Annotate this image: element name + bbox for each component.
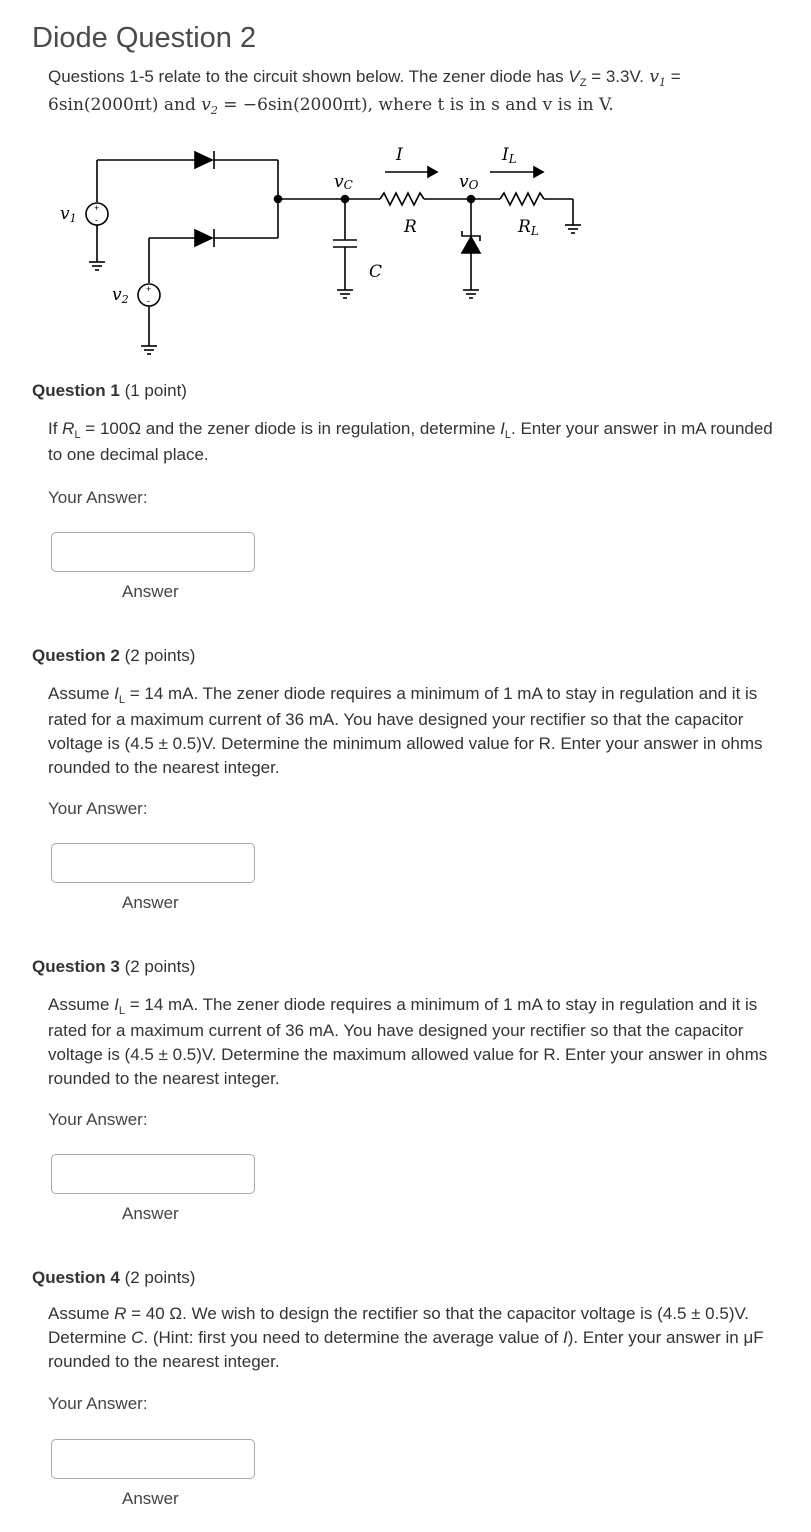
label-current-il: IL (502, 145, 517, 166)
answer-caption: Answer (122, 893, 179, 912)
node-dot (275, 196, 282, 203)
question-2-body: Assume $I_L = 14$ mA. The zener diode requires a minimum of 1 mA to stay in regulation and it is rated for a maximum current of 36 mA. You have designed your rectifier so that the capacitor voltage is (4.5 ± 0.5)V. Determine the minimum allowed value for R. Enter your answer in ohms rounded to the nearest integer. (48, 684, 763, 777)
label-v2: v2 (112, 285, 129, 306)
label-rl: RL (518, 217, 539, 238)
ground-icon (89, 262, 105, 270)
ground-icon (565, 225, 581, 233)
answer-caption: Answer (122, 1204, 179, 1223)
question-3-body: Assume $I_L = 14$ mA. The zener diode requires a minimum of 1 mA to stay in regulation and it is rated for a maximum current of 36 mA. You have designed your rectifier so that the capacitor voltage is (4.5 ± 0.5)V. Determine the maximum allowed value for R. Enter your answer in ohms rounded to the nearest integer. (48, 995, 768, 1088)
svg-text:-: - (95, 215, 98, 225)
label-r: R (404, 217, 417, 237)
circuit-diagram (0, 140, 640, 360)
svg-text:+: + (94, 203, 100, 213)
ground-icon (141, 346, 157, 354)
zener-diode-icon (462, 237, 480, 253)
question-4-body: Assume R = 40 Ω. We wish to design the rectifier so that the capacitor voltage is (4.5 ± 0.5)V. Determine C. (Hint: first you need to determine the average value of I). Enter your answer in μF rounded to the nearest integer. (48, 1304, 764, 1371)
resistor-rl (500, 193, 544, 205)
arrow-head (534, 167, 543, 177)
diode-icon (195, 152, 212, 168)
arrow-head (428, 167, 437, 177)
answer-input-q1[interactable] (51, 532, 255, 572)
diode-icon (195, 230, 212, 246)
question-1-body: If $R_L = 100\Omega$ and the zener diode is in regulation, determine $I_L$. Enter your answer in mA rounded to one decimal place. (48, 419, 773, 464)
label-v1: v1 (60, 204, 77, 225)
question-4-header: Question 4 (2 points) (32, 1268, 196, 1287)
answer-input-q4[interactable] (51, 1439, 255, 1479)
question-2-header: Question 2 (2 points) (32, 646, 196, 665)
ground-icon (337, 290, 353, 298)
answer-caption: Answer (122, 582, 179, 601)
label-vc: vC (334, 172, 353, 192)
answer-caption: Answer (122, 1489, 179, 1508)
answer-input-q2[interactable] (51, 843, 255, 883)
your-answer-label: Your Answer: (48, 1110, 148, 1129)
page-title: Diode Question 2 (32, 22, 257, 55)
intro-text: Questions 1-5 relate to the circuit shown below. The zener diode has $V_Z = 3.3V$. $v_1$ = 6sin(2000πt) and $v_2 = -6\sin(2000\pi t)$, where t is in s and v is in V. (48, 67, 681, 117)
label-current-i: I (396, 145, 403, 165)
resistor-r (380, 193, 424, 205)
svg-text:-: - (147, 296, 150, 306)
ground-icon (463, 290, 479, 298)
question-1-header: Question 1 (1 point) (32, 381, 187, 400)
answer-input-q3[interactable] (51, 1154, 255, 1194)
label-c: C (369, 262, 383, 282)
your-answer-label: Your Answer: (48, 488, 148, 507)
your-answer-label: Your Answer: (48, 799, 148, 818)
label-vo: vO (459, 172, 479, 192)
svg-text:+: + (146, 284, 152, 294)
question-3-header: Question 3 (2 points) (32, 957, 196, 976)
your-answer-label: Your Answer: (48, 1394, 148, 1413)
